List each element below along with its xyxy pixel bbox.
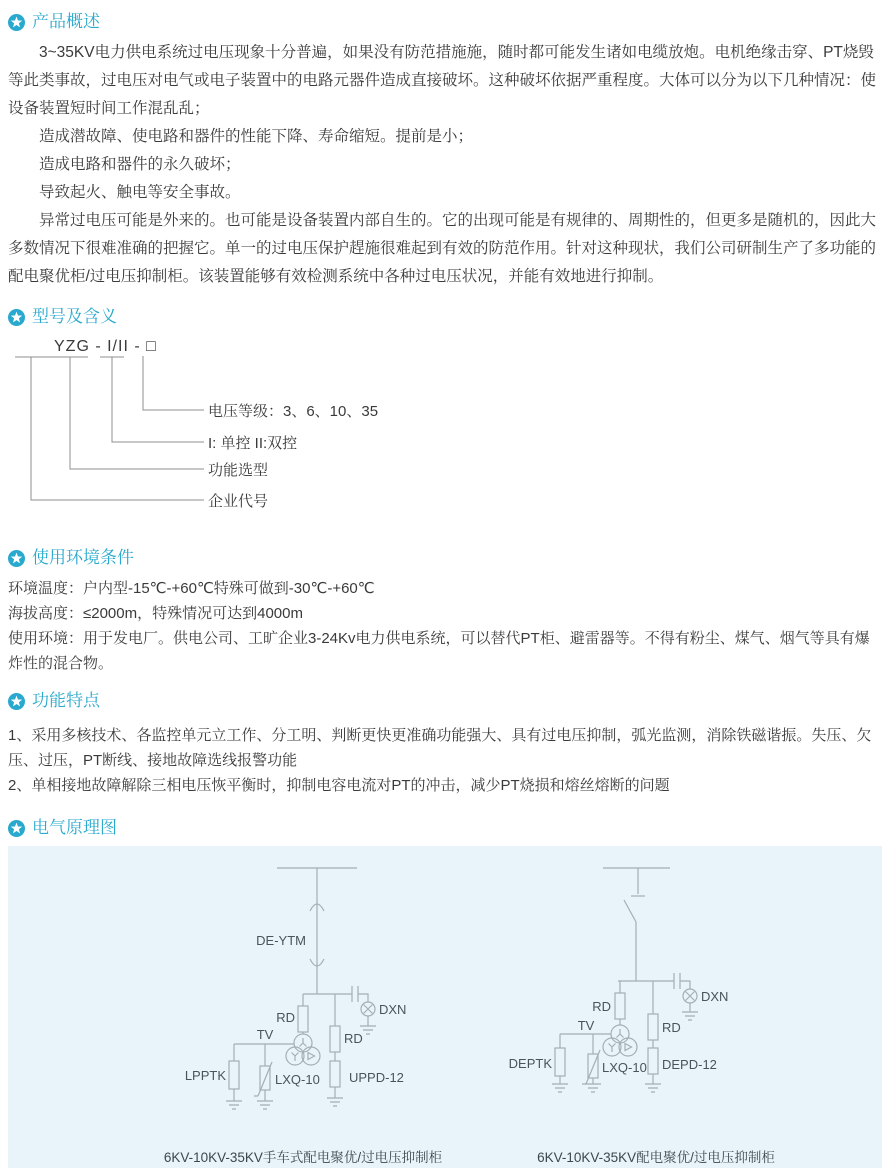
model-diagram-lines — [8, 335, 882, 521]
model-label-control-type: I: 单控 II:双控 — [208, 435, 298, 452]
capacitor-icon — [674, 973, 680, 989]
feature-item-1: 1、采用多核技术、各监控单元立工作、分工明、判断更快更准确功能强大、具有过电压抑制，弧光监测，消除铁磁谐振。失压、欠压、过压，PT断线、接地故障选线报警功能 — [8, 727, 872, 769]
overview-paragraph: 导致起火、触电等安全事故。 — [39, 184, 241, 201]
model-code: YZG - I/II - □ — [54, 338, 157, 355]
label-tv: TV — [256, 1027, 274, 1042]
wye-symbol-icon — [617, 1029, 624, 1038]
model-label-company-code: 企业代号 — [208, 493, 269, 510]
lamp-cross-icon — [686, 992, 695, 1001]
suppressor-depd-icon — [648, 1048, 658, 1074]
suppressor-uppd-icon — [330, 1061, 340, 1087]
label-dxn-lamp: DXN — [379, 1002, 407, 1017]
ground-icon — [645, 1084, 661, 1092]
lamp-cross-icon — [364, 1005, 373, 1014]
arrester-arrow-icon — [582, 1050, 600, 1084]
delta-symbol-icon — [625, 1044, 632, 1051]
pt-winding-icon — [619, 1038, 637, 1056]
model-label-voltage-class: 电压等级：3、6、10、35 — [208, 403, 379, 420]
capacitor-icon — [352, 986, 358, 1002]
label-fuse-rd: RD — [276, 1010, 295, 1025]
star-circle-icon — [8, 309, 25, 326]
label-fuse-rd: RD — [662, 1020, 681, 1035]
feature-item-2: 2、单相接地故障解除三相电压恢平衡时，抑制电容电流对PT的冲击，减少PT烧损和熔丝熔断的问题 — [8, 777, 670, 794]
overview-paragraph: 造成潜故障、使电路和器件的性能下降、寿命缩短。提前是小； — [39, 128, 474, 145]
environment-line-temperature: 环境温度：户内型-15℃-+60℃特殊可做到-30℃-+60℃ — [8, 580, 375, 597]
section-title-environment: 使用环境条件 — [32, 548, 134, 567]
wye-symbol-icon — [300, 1038, 307, 1047]
label-depd-suppressor: DEPD-12 — [662, 1057, 717, 1072]
fuse-rd-icon — [648, 1014, 658, 1040]
label-fuse-rd: RD — [344, 1031, 363, 1046]
section-title-model: 型号及含义 — [32, 307, 117, 326]
label-fuse-rd: RD — [592, 999, 611, 1014]
label-deptk: DEPTK — [508, 1056, 552, 1071]
fuse-rd-icon — [615, 993, 625, 1019]
lamp-feed-line — [680, 981, 690, 989]
overview-paragraph: 异常过电压可能是外来的。也可能是设备装置内部自生的。它的出现可能是有规律的、周期性的，但更多是随机的，因此大多数情况下很难准确的把握它。单一的过电压保护趕施很难起到有效的防范作用。针对这种现状，我们公司研制生产了多功能的配电聚优柜/过电压抑制柜。该装置能够有效检测系统中各种过电压状况，并能有效地进行抑制。 — [8, 212, 877, 285]
fuse-rd-icon — [298, 1006, 308, 1032]
label-lpptk: LPPTK — [184, 1068, 226, 1083]
label-drawout-breaker: DE-YTM — [256, 933, 306, 948]
section-header-schematic — [8, 816, 882, 840]
fuse-lpptk-icon — [229, 1061, 239, 1089]
ground-icon — [257, 1101, 273, 1109]
environment-line-usage: 使用环境：用于发电厂。供电公司、工旷企业3-24Kv电力供电系统，可以替代PT柜、避雷器等。不得有粉尘、煤气、烟气等具有爆炸性的混合物。 — [8, 630, 870, 672]
wye-symbol-icon — [609, 1044, 616, 1053]
label-lxq-arrester: LXQ-10 — [602, 1060, 647, 1075]
schematic-right-diagram — [448, 856, 878, 1118]
schematic-left-caption: 6KV-10KV-35KV手车式配电聚优/过电压抑制柜 — [163, 1150, 443, 1165]
wye-symbol-icon — [292, 1053, 299, 1062]
star-circle-icon — [8, 693, 25, 710]
section-header-model — [8, 305, 882, 329]
label-dxn-lamp: DXN — [701, 989, 729, 1004]
star-circle-icon — [8, 820, 25, 837]
model-label-function-option: 功能选型 — [208, 462, 269, 479]
overview-paragraph: 造成电路和器件的永久破坏； — [39, 156, 241, 173]
overview-paragraph: 3~35KV电力供电系统过电压现象十分普遍，如果没有防范措施施，随时都可能发生诸如电缆放炮。电机绝缘击穿、PT烧毁等此类事故，过电压对电气或电子装置中的电路元器件造成直接破坏。这种破坏依据严重程度。大体可以分为以下几种情况：使设备装置短时间工作混乱乱； — [8, 44, 877, 117]
section-title-overview: 产品概述 — [32, 12, 100, 31]
ground-icon — [552, 1084, 568, 1092]
section-title-features: 功能特点 — [32, 691, 100, 710]
arrester-arrow-icon — [254, 1062, 272, 1096]
features-body — [8, 723, 882, 798]
overview-body — [8, 39, 882, 291]
environment-body — [8, 576, 882, 676]
fuse-rd-icon — [330, 1026, 340, 1052]
pt-winding-icon — [302, 1047, 320, 1065]
label-lxq-arrester: LXQ-10 — [275, 1072, 320, 1087]
label-uppd-suppressor: UPPD-12 — [349, 1070, 404, 1085]
environment-line-altitude: 海拔高度：≤2000m，特殊情况可达到4000m — [8, 605, 303, 622]
lamp-feed-line — [358, 994, 368, 1002]
star-circle-icon — [8, 14, 25, 31]
ground-icon — [327, 1098, 343, 1106]
ground-icon — [585, 1084, 601, 1092]
schematic-left-diagram — [8, 856, 448, 1118]
disconnect-switch-blade-icon — [624, 900, 636, 922]
label-tv: TV — [577, 1018, 595, 1033]
fuse-deptk-icon — [555, 1048, 565, 1076]
schematic-right-caption: 6KV-10KV-35KV配电聚优/过电压抑制柜 — [537, 1150, 775, 1165]
model-code-diagram — [8, 335, 882, 521]
delta-symbol-icon — [308, 1053, 315, 1060]
section-header-environment — [8, 546, 882, 570]
section-title-schematic: 电气原理图 — [32, 818, 117, 837]
star-circle-icon — [8, 550, 25, 567]
schematic-panel — [8, 846, 882, 1168]
ground-icon — [682, 1012, 698, 1020]
section-header-features — [8, 689, 882, 713]
section-header-overview — [8, 10, 882, 34]
ground-icon — [226, 1101, 242, 1109]
